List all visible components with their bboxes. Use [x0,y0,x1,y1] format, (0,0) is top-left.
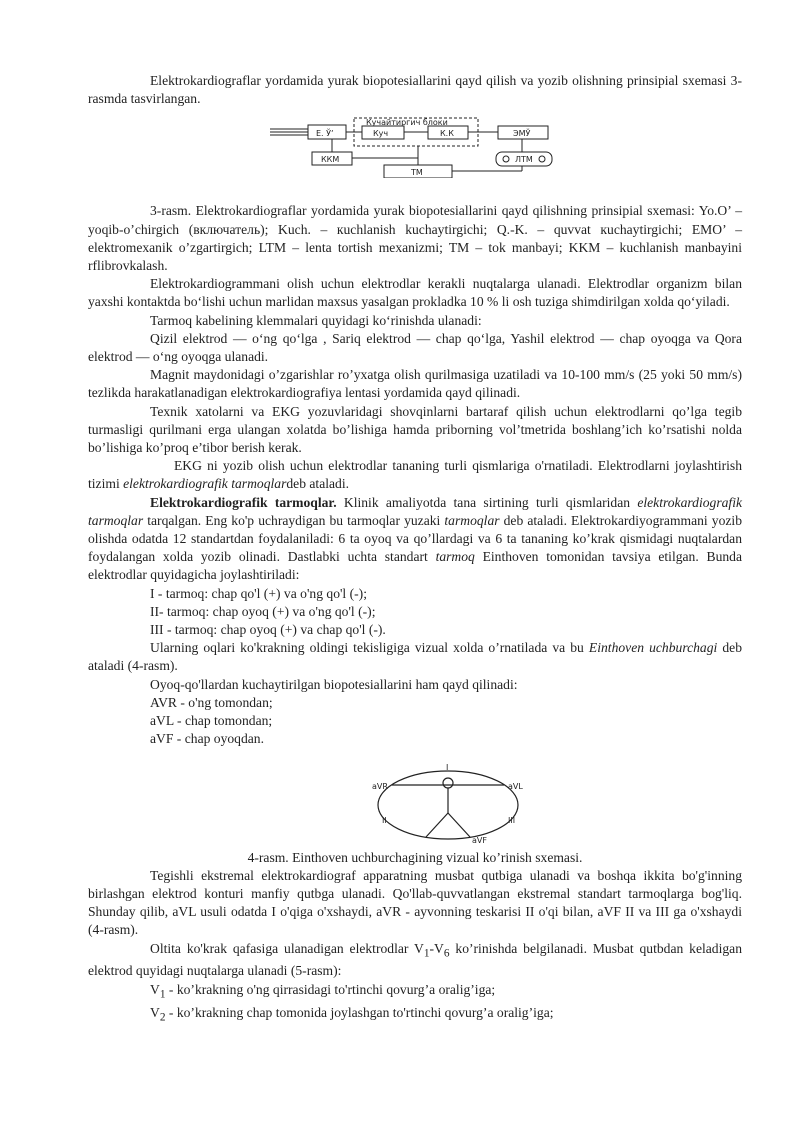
magnetic-field-paragraph: Magnit maydonidagi o’zgarishlar ro’yxatga olish qurilmasiga uzatiladi va 10-100 mm/s (25 yoki 50 mm/s) tezlikda harakatlanadigan elektrokardiografiya lentasi yordamida qayd qilinadi. [88,367,742,401]
lead-1-item: I - tarmoq: chap qo'l (+) va o'ng qo'l (-); [150,585,367,601]
document-page [88,72,742,1026]
v2-item: $V_2$ - ko’krakning chap tomonida joylashgan to'rtinchi qovurg’a oralig’iga; [150,1004,554,1024]
chest-electrodes-paragraph: Oltita ko'krak qafasiga ulanadigan elektrodlar $V_1-V_6$ ko’rinishda belgilanadi. Musbat qutbdan keladigan elektrod quyidagi nuqtalarga ulanadi (5-rasm): [88,940,742,979]
ecg-block-diagram [270,116,570,178]
block-ltm-text: ЛТМ [515,155,533,165]
block-kuch-text: Куч [373,129,389,139]
figure-head [443,778,453,788]
block-title-text: Кучайтиргич блоки [366,118,448,128]
figure-right-leg [448,813,470,837]
avf-item: aVF - chap oyoqdan. [150,731,265,747]
lead-3-item: III - tarmoq: chap oyoq (+) va chap qo'l (-). [150,622,386,638]
label-avf: aVF [472,835,487,845]
avr-item: AVR - o'ng tomondan; [150,694,273,710]
label-lead-ii: II [382,815,387,825]
figure3-caption: 3-rasm. Elektrokardiograflar yordamida yurak biopotesiallarini qayd qilishning prinsipial sxemasi: Yo.O’ –yoqib-o’chirgich (включатель); Kuch. – кuchlanish kuchaytirgichi; Q.-K. – quvvat кuchaytirgichi; EMO’ – elektromexanik o’zgartirgich; LTM – lenta tortish mexanizmi; TM – tok manbayi; KKM – kuchlanish manbayini rflibrovkalash. [88,203,742,274]
block-kk-text: К.К [440,129,454,139]
block-emo-text: ЭМЎ [513,129,531,139]
intro-paragraph: Elektrokardiograflar yordamida yurak biopotesiallarini qayd qilish va yozib olishning prinsipial sxemasi 3-rasmda tasvirlangan. [88,73,742,107]
augmented-leads-paragraph: Oyoq-qo'llardan kuchaytirilgan biopotesiallarini ham qayd qilinadi: [150,676,518,692]
v1-item: $V_1$ - ko’krakning o'ng qirrasidagi to'rtinchi qovurg’a oralig’iga; [150,981,496,1001]
avl-item: aVL - chap tomondan; [150,713,273,729]
einthoven-paragraph: Ularning oqlari ko'krakning oldingi tekisligiga vizual xolda o’rnatilada va bu Einthoven uchburchagi deb ataladi (4-rasm). [88,640,743,674]
technical-errors-paragraph: Texnik xatolarni va EKG yozuvlaridagi shovqinlarni bartaraf qilish uchun elektrodlarni qo’lga tegib turmasligi qurilmani erga ulangan xolatda bo’lishiga hamda priborning vol’tmetrida boshlang’ich ko’rsatishi nolda bo’lishiga ko’proq e’tibor berish kerak. [88,403,742,456]
electrodes-paragraph: Elektrokardiogrammani olish uchun elektrodlar kerakli nuqtalarga ulanadi. Elektrodlar organizm bilan yaxshi kontaktda boʻlishi uchun marlidan maxsus yasalgan prokladka 10 % li osh tuziga shimdirilgan xolda qoʻyiladi. [88,276,742,310]
block-input-text: Е. Ўʼ [316,129,334,139]
leads-heading: Elektrokardiografik tarmoqlar. [150,494,337,510]
lead-2-item: II- tarmoq: chap oyoq (+) va o'ng qo'l (-); [150,603,376,619]
figure-left-leg [426,813,448,837]
extremal-paragraph: Tegishli ekstremal elektrokardiograf apparatning musbat qutbiga ulanadi va boshqa ikkita bo'g'inning birlashgan elektrod konturi manfiy qutbga ulanadi. Qo'llab-quvvatlangan ekstremal standart tarmoqlarga bog'liq. Shunday qilib, aVL usuli odatda I o'qiga o'xshaydi, aVR - ayvonning teskarisi II o'qi bilan, aVF II va III ga o'xshaydi (4-rasm). [88,867,742,938]
label-lead-iii: III [508,815,516,825]
einthoven-triangle-figure [368,763,528,845]
electrode-colors-paragraph: Qizil elektrod — oʻng qoʻlga , Sariq elektrod — chap qoʻlga, Yashil elektrod — chap oyoqga va Qora elektrod — oʻng oyoqga ulanadi. [88,330,742,365]
block-kkm-text: ККМ [321,155,340,165]
figure4-caption: 4-rasm. Einthoven uchburchagining vizual ko’rinish sxemasi. [247,849,583,865]
cable-paragraph: Tarmoq kabelining klemmalari quyidagi koʻrinishda ulanadi: [150,312,482,328]
label-avr: aVR [372,781,388,791]
label-lead-i: I [446,762,449,772]
ekg-paragraph: EKG ni yozib olish uchun elektrodlar tananing turli qismlariga o'rnatiladi. Elektrodlarni joylashtirish tizimi elektrokardiografik tarmoqlardeb ataladi. [88,458,742,492]
input-lines [270,129,308,135]
label-avl: aVL [508,781,523,791]
block-tm-text: ТМ [411,168,423,178]
leads-paragraph: Elektrokardiografik tarmoqlar. Klinik amaliyotda tana sirtining turli qismlaridan elektrokardiografik tarmoqlar tarqalgan. Eng ko'p uchraydigan bu tarmoqlar yuzaki tarmoqlar deb ataladi. Elektrokardiyogrammani yozib olishda odatda 12 standartdan foydalaniladi: 6 ta oyoq va qo’llardagi va 6 ta tananing ko’krak qismidagi nuqtalardan foydalangan xolda yozib olinadi. Dastlabki uchta standart tarmoq Einthoven tomonidan tavsiya etilgan. Bunda elektrodlar quyidagicha joylashtiriladi: [88,494,743,583]
